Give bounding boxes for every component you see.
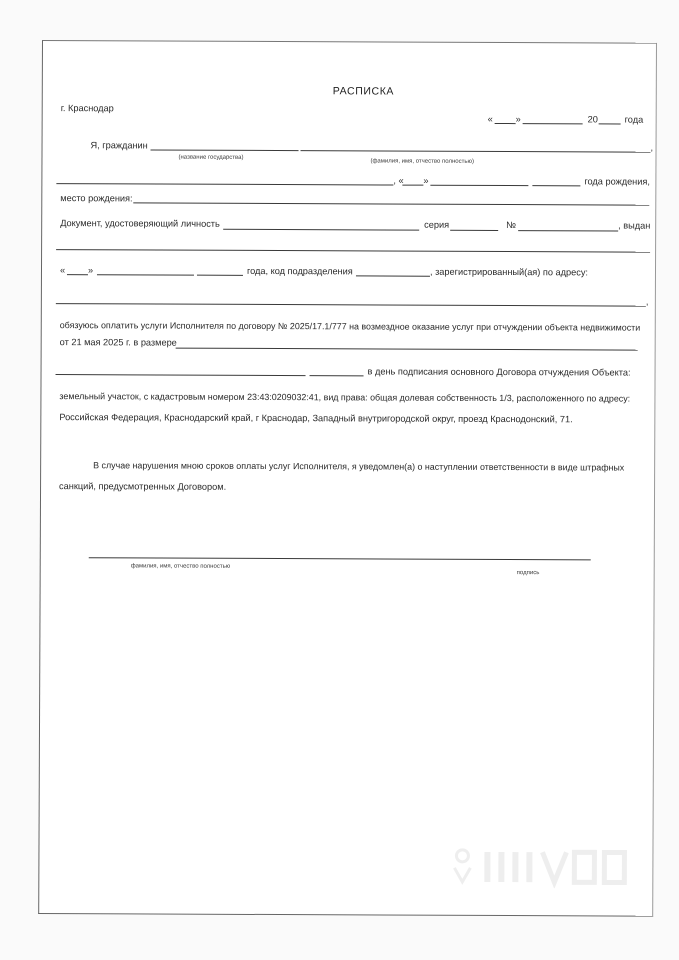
issue-quote-close: » <box>87 265 94 276</box>
birth-quote-close: » <box>423 175 429 186</box>
id-doc-line[interactable] <box>223 229 419 231</box>
amount-words-line-2[interactable] <box>310 375 364 376</box>
birth-suffix: года рождения, <box>584 176 650 187</box>
registered-label: , зарегистрированный(ая) по адресу: <box>429 266 589 278</box>
date-year-line[interactable] <box>599 123 621 124</box>
address-comma: , <box>645 296 649 307</box>
country-hint: (название государства) <box>178 154 244 161</box>
birthplace-line[interactable] <box>133 202 649 205</box>
issue-month-line[interactable] <box>97 274 194 275</box>
number-label: № <box>506 220 517 231</box>
watermark-logo-icon <box>444 838 634 889</box>
birth-day-line[interactable] <box>402 185 423 186</box>
citizen-prefix: Я, гражданин <box>90 140 148 151</box>
address-line[interactable] <box>56 303 646 307</box>
date-year-suffix: года <box>624 114 644 125</box>
liability-line-1: В случае нарушения мною сроков оплаты услуг Исполнителя, я уведомлен(а) о наступлении ответственности в виде штрафных <box>93 460 625 473</box>
obligation-line-1: обязуюсь оплатить услуги Исполнителя по договору № 2025/17.1/777 на возмездное оказание услуг при отчуждении объекта недвижимости <box>59 320 641 333</box>
issue-day-line[interactable] <box>67 274 88 275</box>
issue-quote-open: « <box>59 265 66 276</box>
number-line[interactable] <box>518 230 618 231</box>
signature-sign-hint: подпись <box>516 570 540 577</box>
signature-line[interactable] <box>89 557 591 560</box>
fio-comma: , <box>650 142 654 153</box>
fio-continue-line[interactable] <box>56 183 393 185</box>
obligation-line-4: земельный участок, с кадастровым номером 23:43:0209032:41, вид права: общая долевая собственность 1/3, расположенного по адресу: <box>59 391 631 404</box>
dept-code-line[interactable] <box>356 275 430 276</box>
issue-year-line[interactable] <box>197 275 243 276</box>
issued-label: , выдан <box>618 220 651 231</box>
fio-hint: (фамилия, имя, отчество полностью) <box>370 158 475 165</box>
liability-line-2: санкций, предусмотренных Договором. <box>59 481 227 492</box>
country-line[interactable] <box>151 149 299 151</box>
date-day-line[interactable] <box>495 123 516 124</box>
birthplace-label: место рождения: <box>60 193 133 204</box>
amount-line[interactable] <box>176 348 638 351</box>
fio-line[interactable] <box>301 150 651 153</box>
series-line[interactable] <box>450 230 498 231</box>
birth-quote-open: , « <box>393 175 404 186</box>
city: г. Краснодар <box>60 103 114 114</box>
signature-fio-hint: фамилия, имя, отчество полностью <box>130 563 231 570</box>
birth-month-line[interactable] <box>430 185 528 186</box>
date-quote-open: « <box>487 113 493 124</box>
id-doc-label: Документ, удостоверяющий личность <box>60 218 220 229</box>
document-title: РАСПИСКА <box>332 85 395 98</box>
obligation-line-5: Российская Федерация, Краснодарский край, г Краснодар, Западный внутригородской округ, проезд Краснодонский, 71. <box>59 412 573 425</box>
date-month-line[interactable] <box>523 123 583 124</box>
obligation-line-2: от 21 мая 2025 г. в размере <box>59 337 177 348</box>
obligation-line-3: в день подписания основного Договора отчуждения Объекта: <box>367 366 631 378</box>
date-century: 20 <box>587 114 598 125</box>
series-label: серия <box>424 219 450 230</box>
document-page <box>38 40 657 917</box>
dept-code-label: года, код подразделения <box>246 265 353 277</box>
date-quote-close: » <box>515 114 521 125</box>
issued-by-line[interactable] <box>56 249 650 253</box>
birth-year-line[interactable] <box>532 185 580 186</box>
amount-words-line[interactable] <box>56 374 306 376</box>
